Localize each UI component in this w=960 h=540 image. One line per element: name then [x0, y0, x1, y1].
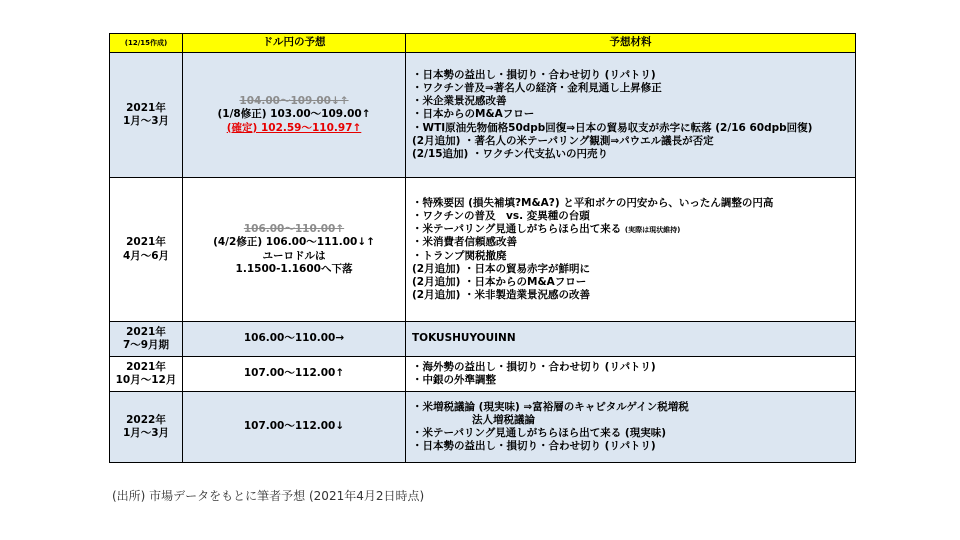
materials-cell — [406, 392, 856, 463]
material-item: ・ワクチン普及⇒著名人の経済・金利見通し上昇修正 — [412, 82, 662, 95]
forecast-table — [109, 33, 856, 463]
table-row — [110, 322, 856, 357]
material-item: (2月追加) ・米非製造業景況感の改善 — [412, 288, 591, 301]
forecast-struck: 106.00～110.00↑ — [243, 223, 345, 236]
source-note: (出所) 市場データをもとに筆者予想 (2021年4月2日時点) — [112, 489, 425, 503]
forecast-cell — [183, 53, 406, 178]
period-cell — [110, 357, 183, 392]
period-cell — [110, 322, 183, 357]
forecast-main: 107.00～112.00↓ — [243, 420, 345, 433]
material-item: ・日本からのM&Aフロー — [412, 108, 535, 121]
forecast-struck: 104.00～109.00↓↑ — [239, 95, 349, 108]
material-item: ・米増税議論 (現実味) ⇒富裕層のキャピタルゲイン税増税 — [412, 400, 689, 413]
header-created-date: (12/15作成) — [110, 34, 183, 53]
header-forecast: ドル円の予想 — [183, 34, 406, 53]
table-row — [110, 357, 856, 392]
forecast-revised: (4/2修正) 106.00～111.00↓↑ — [213, 236, 375, 249]
period-year: 2021年 — [126, 325, 166, 338]
period-cell — [110, 53, 183, 178]
forecast-note: ユーロドルは — [262, 249, 326, 262]
materials-cell — [406, 53, 856, 178]
forecast-cell — [183, 322, 406, 357]
material-item: TOKUSHUYOUINN — [412, 332, 516, 345]
forecast-main: 106.00～110.00→ — [243, 332, 345, 345]
period-months: 7～9月期 — [122, 339, 170, 351]
period-year: 2021年 — [126, 360, 166, 373]
material-item: ・日本勢の益出し・損切り・合わせ切り (リパトリ) — [412, 440, 656, 453]
forecast-cell — [183, 357, 406, 392]
header-materials: 予想材料 — [406, 34, 856, 53]
material-item: (2/15追加) ・ワクチン代支払いの円売り — [412, 147, 608, 160]
material-item: 法人増税議論 — [472, 413, 535, 426]
material-item: ・ワクチンの普及 vs. 変異種の台頭 — [412, 210, 590, 223]
table-row — [110, 178, 856, 322]
material-item: (2月追加) ・著名人の米テーパリング観測⇒パウエル議長が否定 — [412, 134, 714, 147]
period-year: 2021年 — [126, 101, 166, 114]
material-text: ・米テーパリング見通しがちらほら出て来る — [412, 223, 622, 236]
material-item: (2月追加) ・日本からのM&Aフロー — [412, 275, 587, 288]
material-item: ・WTI原油先物価格50dpb回復⇒日本の貿易収支が赤字に転落 (2/16 60dpb回復) — [412, 121, 813, 134]
period-cell — [110, 178, 183, 322]
period-year: 2021年 — [126, 236, 166, 249]
table-header-row — [110, 34, 856, 53]
material-item: (2月追加) ・日本の貿易赤字が鮮明に — [412, 262, 591, 275]
forecast-revised: (1/8修正) 103.00～109.00↑ — [217, 108, 371, 121]
forecast-cell — [183, 392, 406, 463]
material-item: ・中銀の外準調整 — [412, 374, 496, 386]
material-item: ・海外勢の益出し・損切り・合わせ切り (リパトリ) — [412, 360, 656, 373]
forecast-confirmed: (確定) 102.59～110.97↑ — [226, 121, 362, 134]
materials-cell — [406, 178, 856, 322]
material-item: ・米消費者信頼感改善 — [412, 236, 517, 249]
material-item: ・トランプ関税撤廃 — [412, 249, 507, 262]
material-note: (実際は現状維持) — [624, 226, 681, 235]
forecast-cell — [183, 178, 406, 322]
period-months: 1月～3月 — [122, 115, 170, 127]
material-item: ・日本勢の益出し・損切り・合わせ切り (リパトリ) — [412, 69, 656, 82]
material-item: ・米企業景況感改善 — [412, 95, 507, 108]
materials-cell — [406, 322, 856, 357]
forecast-main: 107.00～112.00↑ — [243, 367, 345, 380]
period-months: 4月～6月 — [122, 249, 170, 262]
period-months: 10月～12月 — [115, 374, 177, 386]
material-item: ・米テーパリング見通しがちらほら出て来る (現実味) — [412, 427, 667, 439]
period-months: 1月～3月 — [122, 427, 170, 439]
material-item — [412, 223, 855, 236]
table-row — [110, 53, 856, 178]
period-cell — [110, 392, 183, 463]
period-year: 2022年 — [126, 413, 166, 426]
table-row — [110, 392, 856, 463]
material-item: ・特殊要因 (損失補填?M&A?) と平和ボケの円安から、いったん調整の円高 — [412, 197, 774, 209]
materials-cell — [406, 357, 856, 392]
forecast-note: 1.1500-1.1600へ下落 — [235, 262, 353, 275]
